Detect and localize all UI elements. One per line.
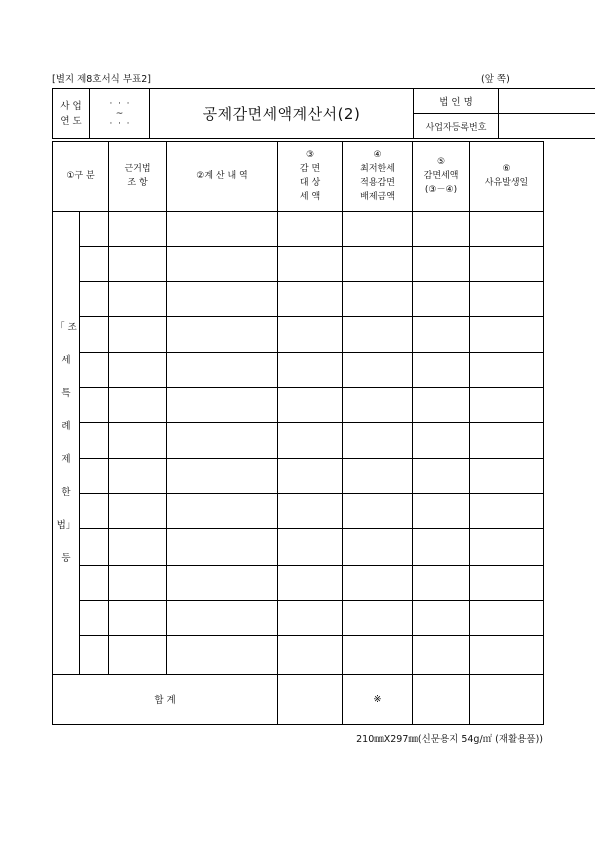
calculation-cell[interactable] xyxy=(167,423,278,458)
calculation-cell[interactable] xyxy=(167,388,278,423)
biz-reg-no-label: 사업자등록번호 xyxy=(414,114,499,139)
business-year-label: 사 업 연 도 xyxy=(53,89,90,139)
category-sub-cell[interactable] xyxy=(80,246,109,281)
table-row xyxy=(53,458,544,493)
occurrence-date-cell[interactable] xyxy=(470,423,544,458)
table-row xyxy=(53,352,544,387)
category-sub-cell[interactable] xyxy=(80,600,109,635)
category-sub-cell[interactable] xyxy=(80,529,109,565)
occurrence-date-cell[interactable] xyxy=(470,565,544,600)
min-tax-exclusion-cell[interactable] xyxy=(343,317,413,352)
min-tax-exclusion-cell[interactable] xyxy=(343,211,413,246)
reduction-target-cell[interactable] xyxy=(278,246,343,281)
occurrence-date-cell[interactable] xyxy=(470,600,544,635)
legal-basis-cell[interactable] xyxy=(109,458,167,493)
legal-basis-cell[interactable] xyxy=(109,423,167,458)
category-sub-cell[interactable] xyxy=(80,317,109,352)
min-tax-exclusion-cell[interactable] xyxy=(343,600,413,635)
reduction-target-cell[interactable] xyxy=(278,458,343,493)
min-tax-exclusion-cell[interactable] xyxy=(343,246,413,281)
legal-basis-cell[interactable] xyxy=(109,565,167,600)
reduction-target-cell[interactable] xyxy=(278,636,343,675)
legal-basis-cell[interactable] xyxy=(109,246,167,281)
occurrence-date-cell[interactable] xyxy=(470,529,544,565)
category-sub-cell[interactable] xyxy=(80,282,109,317)
calculation-cell[interactable] xyxy=(167,246,278,281)
min-tax-exclusion-cell[interactable] xyxy=(343,388,413,423)
reduction-target-cell[interactable] xyxy=(278,565,343,600)
table-row xyxy=(53,282,544,317)
col-header-category: ①구 분 xyxy=(53,142,109,212)
reduced-tax-cell[interactable] xyxy=(413,352,470,387)
occurrence-date-cell[interactable] xyxy=(470,211,544,246)
table-row xyxy=(53,600,544,635)
total-mark: ※ xyxy=(343,674,413,724)
reduction-target-cell[interactable] xyxy=(278,600,343,635)
legal-basis-cell[interactable] xyxy=(109,388,167,423)
category-sub-cell[interactable] xyxy=(80,211,109,246)
col-header-occurrence-date: ⑥ 사유발생일 xyxy=(470,142,544,212)
category-sub-cell[interactable] xyxy=(80,352,109,387)
table-row xyxy=(53,246,544,281)
legal-basis-cell[interactable] xyxy=(109,211,167,246)
reduced-tax-cell[interactable] xyxy=(413,636,470,675)
year-tilde: ~ xyxy=(115,108,124,119)
corp-name-field[interactable] xyxy=(499,89,595,114)
calculation-cell[interactable] xyxy=(167,211,278,246)
page-side-label: (앞 쪽) xyxy=(481,74,510,85)
table-row xyxy=(53,636,544,675)
reduced-tax-cell[interactable] xyxy=(413,529,470,565)
occurrence-date-cell[interactable] xyxy=(470,636,544,675)
occurrence-date-cell[interactable] xyxy=(470,352,544,387)
min-tax-exclusion-cell[interactable] xyxy=(343,458,413,493)
occurrence-date-cell[interactable] xyxy=(470,317,544,352)
reduced-tax-cell[interactable] xyxy=(413,388,470,423)
reduction-target-cell[interactable] xyxy=(278,423,343,458)
reduced-tax-cell[interactable] xyxy=(413,458,470,493)
col-header-legal-basis: 근거법 조 항 xyxy=(109,142,167,212)
min-tax-exclusion-cell[interactable] xyxy=(343,282,413,317)
corp-name-label: 법 인 명 xyxy=(414,89,499,114)
calculation-cell[interactable] xyxy=(167,565,278,600)
category-sub-cell[interactable] xyxy=(80,493,109,528)
category-sub-cell[interactable] xyxy=(80,565,109,600)
total-occurrence-date[interactable] xyxy=(470,674,544,724)
business-year-period xyxy=(90,89,150,139)
reduced-tax-cell[interactable] xyxy=(413,246,470,281)
total-reduced-tax[interactable] xyxy=(413,674,470,724)
col-header-reduced-tax: ⑤ 감면세액 (③－④) xyxy=(413,142,470,212)
year-dots-top: · · · xyxy=(109,98,130,109)
calculation-cell[interactable] xyxy=(167,493,278,528)
occurrence-date-cell[interactable] xyxy=(470,493,544,528)
category-sub-cell[interactable] xyxy=(80,388,109,423)
calculation-cell[interactable] xyxy=(167,529,278,565)
table-row xyxy=(53,493,544,528)
min-tax-exclusion-cell[interactable] xyxy=(343,636,413,675)
form-id-label: [별지 제8호서식 부표2] xyxy=(52,74,151,85)
category-vertical-label: 「 조 세 특 례 제 한 법」 등 xyxy=(53,211,80,674)
occurrence-date-cell[interactable] xyxy=(470,458,544,493)
occurrence-date-cell[interactable] xyxy=(470,282,544,317)
year-dots-bottom: · · · xyxy=(109,118,130,129)
paper-spec-footnote: 210㎜X297㎜(신문용지 54g/㎡ (재활용품)) xyxy=(356,734,543,745)
form-title: 공제감면세액계산서(2) xyxy=(150,89,414,139)
table-row xyxy=(53,423,544,458)
reduction-target-cell[interactable] xyxy=(278,493,343,528)
total-label: 합 계 xyxy=(53,674,278,724)
category-sub-cell[interactable] xyxy=(80,423,109,458)
legal-basis-cell[interactable] xyxy=(109,317,167,352)
reduction-target-cell[interactable] xyxy=(278,317,343,352)
main-table xyxy=(52,141,544,725)
reduction-target-cell[interactable] xyxy=(278,352,343,387)
table-row xyxy=(53,317,544,352)
reduction-target-cell[interactable] xyxy=(278,388,343,423)
data-rows xyxy=(53,211,544,674)
table-row xyxy=(53,388,544,423)
calculation-cell[interactable] xyxy=(167,317,278,352)
reduced-tax-cell[interactable] xyxy=(413,423,470,458)
biz-reg-no-field[interactable] xyxy=(499,114,595,139)
occurrence-date-cell[interactable] xyxy=(470,388,544,423)
col-header-calculation: ②계 산 내 역 xyxy=(167,142,278,212)
calculation-cell[interactable] xyxy=(167,600,278,635)
col-header-min-tax-exclusion: ④ 최저한세 적용감면 배제금액 xyxy=(343,142,413,212)
reduction-target-cell[interactable] xyxy=(278,282,343,317)
reduced-tax-cell[interactable] xyxy=(413,282,470,317)
reduced-tax-cell[interactable] xyxy=(413,600,470,635)
legal-basis-cell[interactable] xyxy=(109,636,167,675)
header-table xyxy=(52,88,595,139)
calculation-cell[interactable] xyxy=(167,352,278,387)
legal-basis-cell[interactable] xyxy=(109,282,167,317)
table-row xyxy=(53,565,544,600)
min-tax-exclusion-cell[interactable] xyxy=(343,529,413,565)
min-tax-exclusion-cell[interactable] xyxy=(343,352,413,387)
category-sub-cell[interactable] xyxy=(80,636,109,675)
calculation-cell[interactable] xyxy=(167,636,278,675)
occurrence-date-cell[interactable] xyxy=(470,246,544,281)
legal-basis-cell[interactable] xyxy=(109,493,167,528)
table-row xyxy=(53,529,544,565)
reduced-tax-cell[interactable] xyxy=(413,493,470,528)
table-row xyxy=(53,211,544,246)
calculation-cell[interactable] xyxy=(167,458,278,493)
category-sub-cell[interactable] xyxy=(80,458,109,493)
reduced-tax-cell[interactable] xyxy=(413,211,470,246)
reduced-tax-cell[interactable] xyxy=(413,317,470,352)
legal-basis-cell[interactable] xyxy=(109,600,167,635)
reduced-tax-cell[interactable] xyxy=(413,565,470,600)
min-tax-exclusion-cell[interactable] xyxy=(343,493,413,528)
min-tax-exclusion-cell[interactable] xyxy=(343,423,413,458)
min-tax-exclusion-cell[interactable] xyxy=(343,565,413,600)
reduction-target-cell[interactable] xyxy=(278,529,343,565)
legal-basis-cell[interactable] xyxy=(109,352,167,387)
reduction-target-cell[interactable] xyxy=(278,211,343,246)
legal-basis-cell[interactable] xyxy=(109,529,167,565)
col-header-reduction-target: ③ 감 면 대 상 세 액 xyxy=(278,142,343,212)
total-reduction-target[interactable] xyxy=(278,674,343,724)
calculation-cell[interactable] xyxy=(167,282,278,317)
